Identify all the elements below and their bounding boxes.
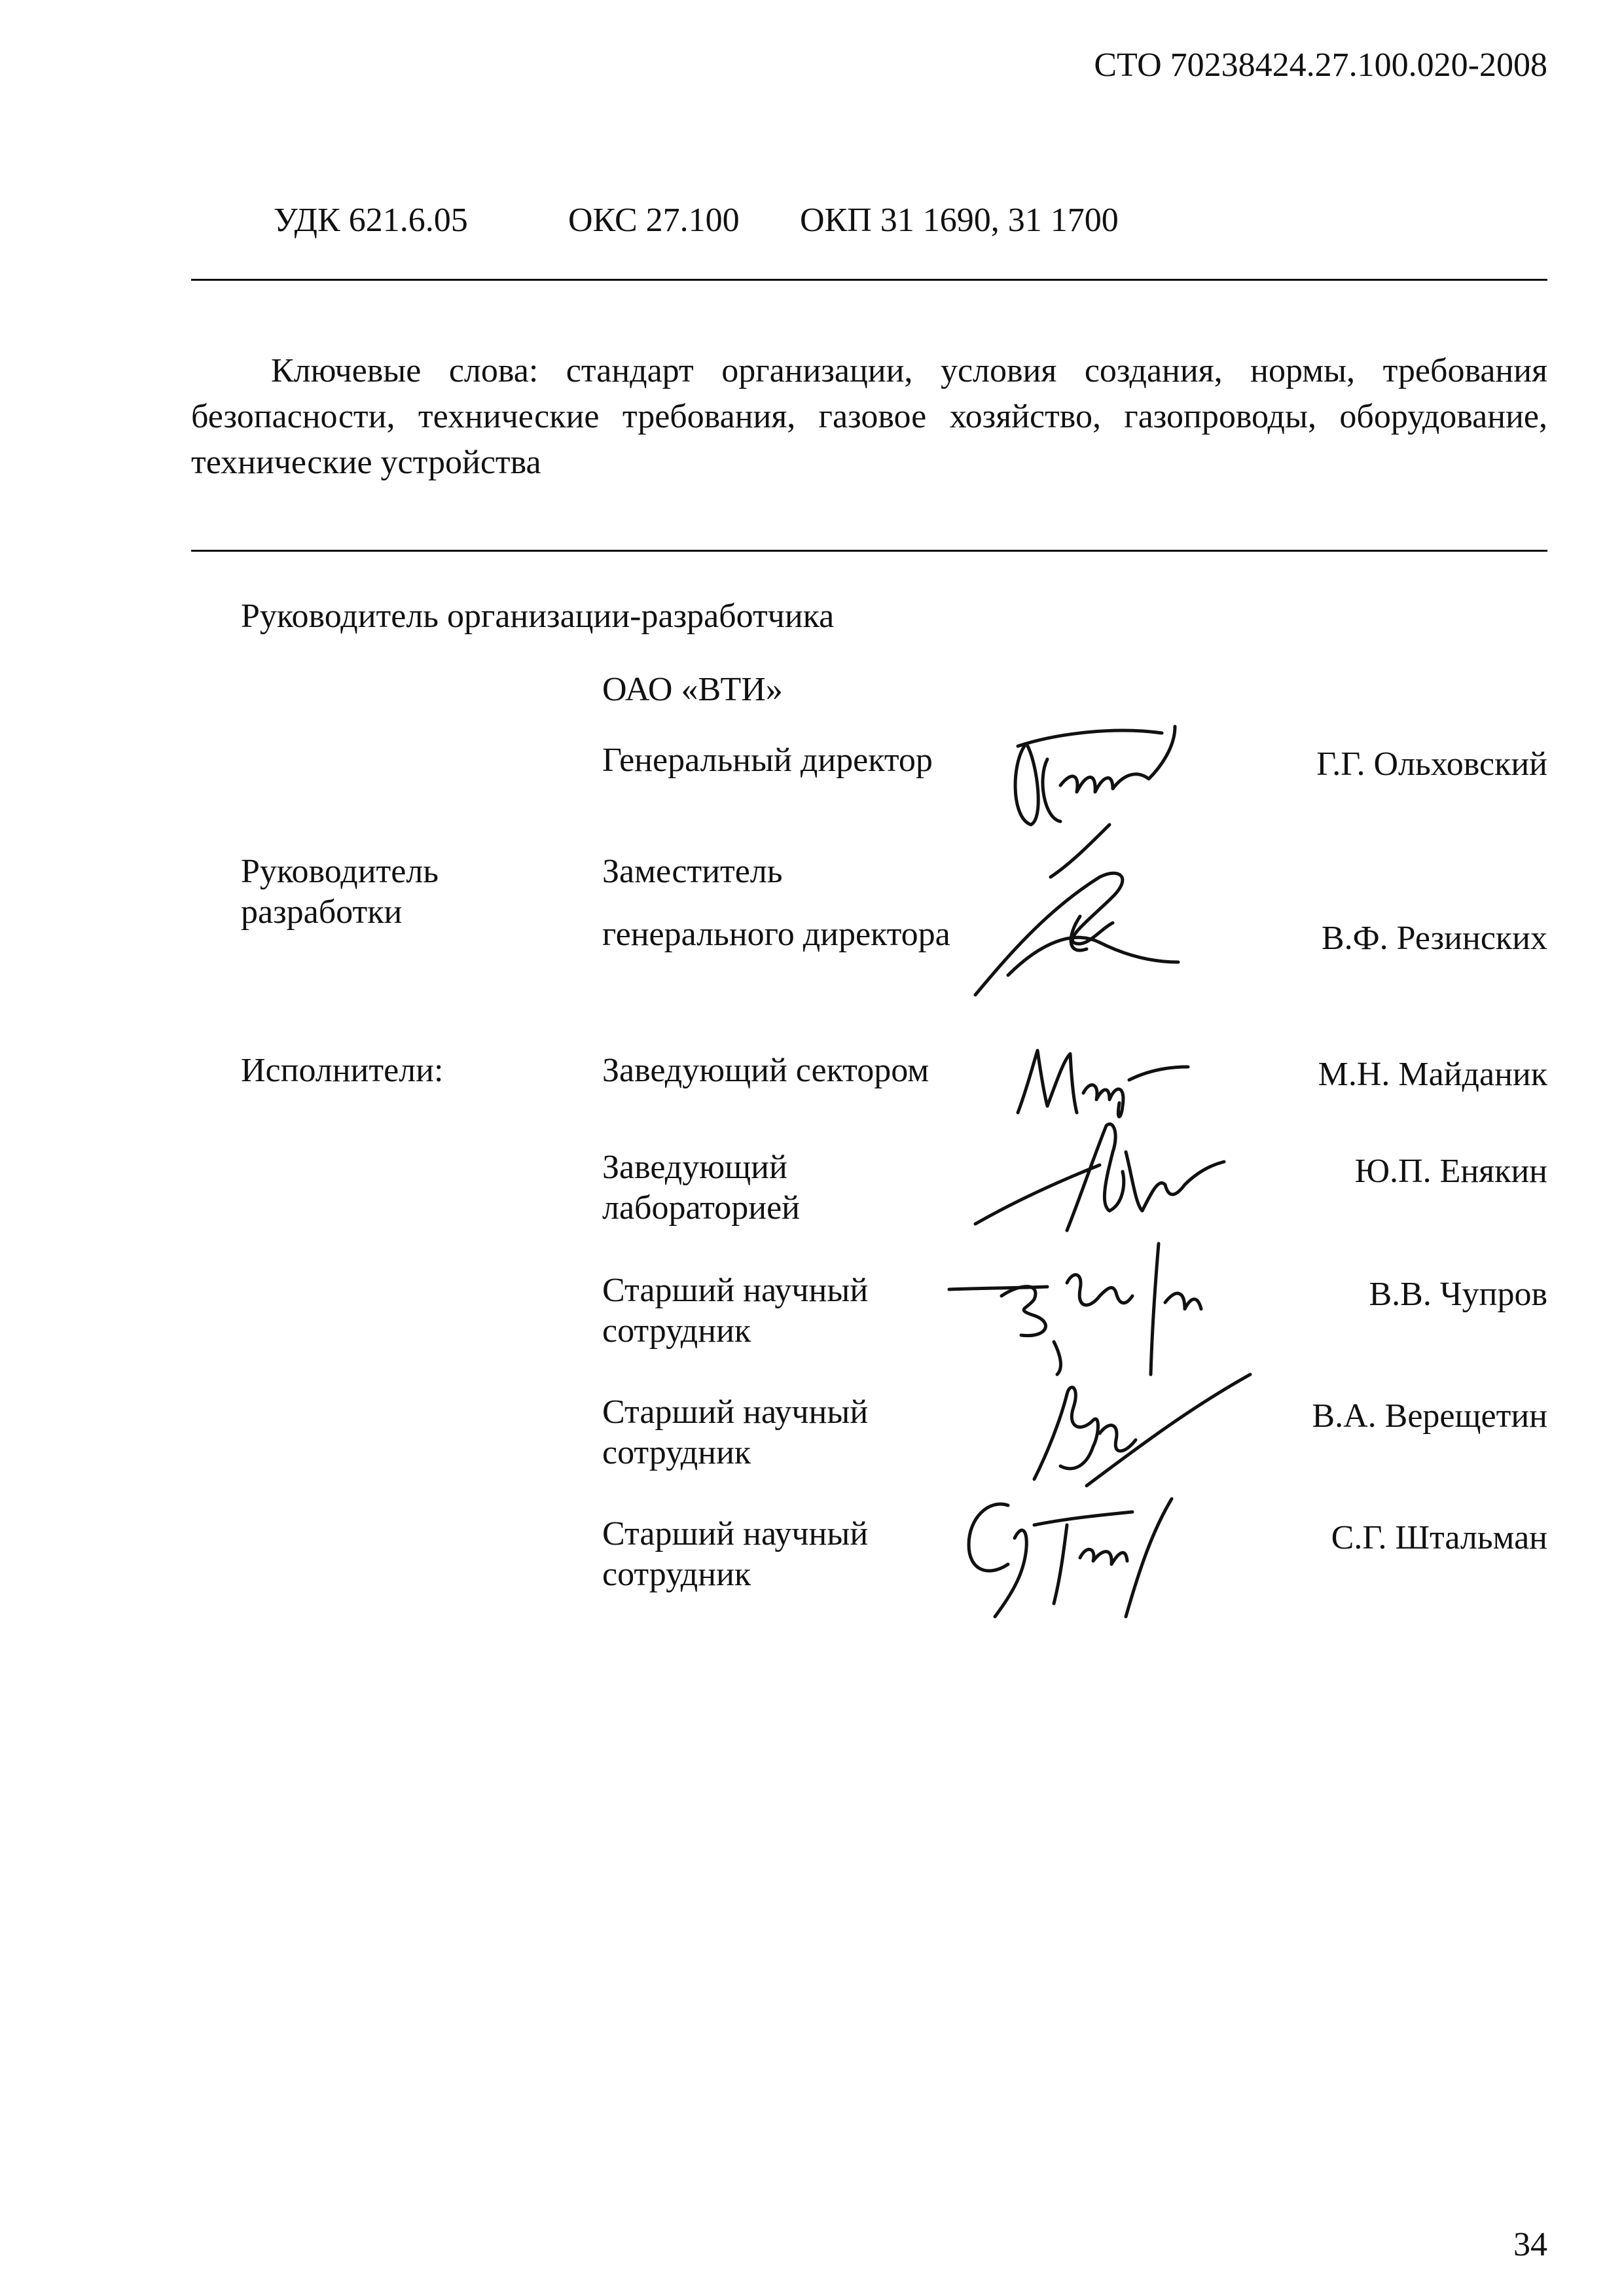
director-signature (998, 707, 1195, 877)
udk-code: УДК 621.6.05 (274, 202, 468, 239)
dev-head-label-line2: разработки (241, 893, 403, 931)
performer-3-position-line1: Старший научный (602, 1272, 869, 1309)
performer-4-name: В.А. Верещетин (1312, 1397, 1547, 1435)
deputy-signature (969, 864, 1191, 1001)
performer-4-position-line1: Старший научный (602, 1393, 869, 1431)
performer-4-position-line2: сотрудник (602, 1434, 751, 1471)
performer-4-signature (1021, 1368, 1257, 1492)
keywords-paragraph: Ключевые слова: стандарт организации, условия создания, нормы, требования безопасности, технические требования, газовое хозяйство, газопроводы, оборудование, технические устройства (191, 352, 1547, 481)
okp-code: ОКП 31 1690, 31 1700 (800, 202, 1119, 239)
performer-5-position-line2: сотрудник (602, 1556, 751, 1593)
performer-5-name: С.Г. Штальман (1331, 1519, 1547, 1556)
deputy-name: В.Ф. Резинских (1321, 920, 1547, 957)
performer-3-position-line2: сотрудник (602, 1312, 751, 1350)
director-name: Г.Г. Ольховский (1316, 745, 1547, 783)
performer-2-position-line2: лабораторией (602, 1189, 800, 1227)
page-number: 34 (1513, 2226, 1547, 2263)
organization-name: ОАО «ВТИ» (602, 671, 783, 708)
performer-2-name: Ю.П. Енякин (1354, 1153, 1547, 1190)
deputy-position-line2: генерального директора (602, 916, 950, 953)
performer-3-name: В.В. Чупров (1369, 1276, 1547, 1313)
org-head-label: Руководитель организации-разработчика (241, 598, 835, 635)
performer-5-position-line1: Старший научный (602, 1515, 869, 1552)
performer-1-name: М.Н. Майданик (1318, 1056, 1547, 1093)
performer-5-signature (956, 1486, 1178, 1623)
oks-code: ОКС 27.100 (568, 202, 740, 239)
performer-3-signature (943, 1244, 1237, 1381)
dev-head-label-line1: Руководитель (241, 853, 439, 890)
deputy-position-line1: Заместитель (602, 853, 783, 890)
performer-2-signature (969, 1113, 1231, 1244)
performers-label: Исполнители: (241, 1052, 444, 1089)
performer-1-position: Заведующий сектором (602, 1052, 929, 1089)
bottom-divider (191, 550, 1547, 552)
standard-code: СТО 70238424.27.100.020-2008 (1094, 46, 1547, 84)
director-position: Генеральный директор (602, 742, 933, 779)
performer-2-position-line1: Заведующий (602, 1149, 787, 1186)
top-divider (191, 279, 1547, 281)
